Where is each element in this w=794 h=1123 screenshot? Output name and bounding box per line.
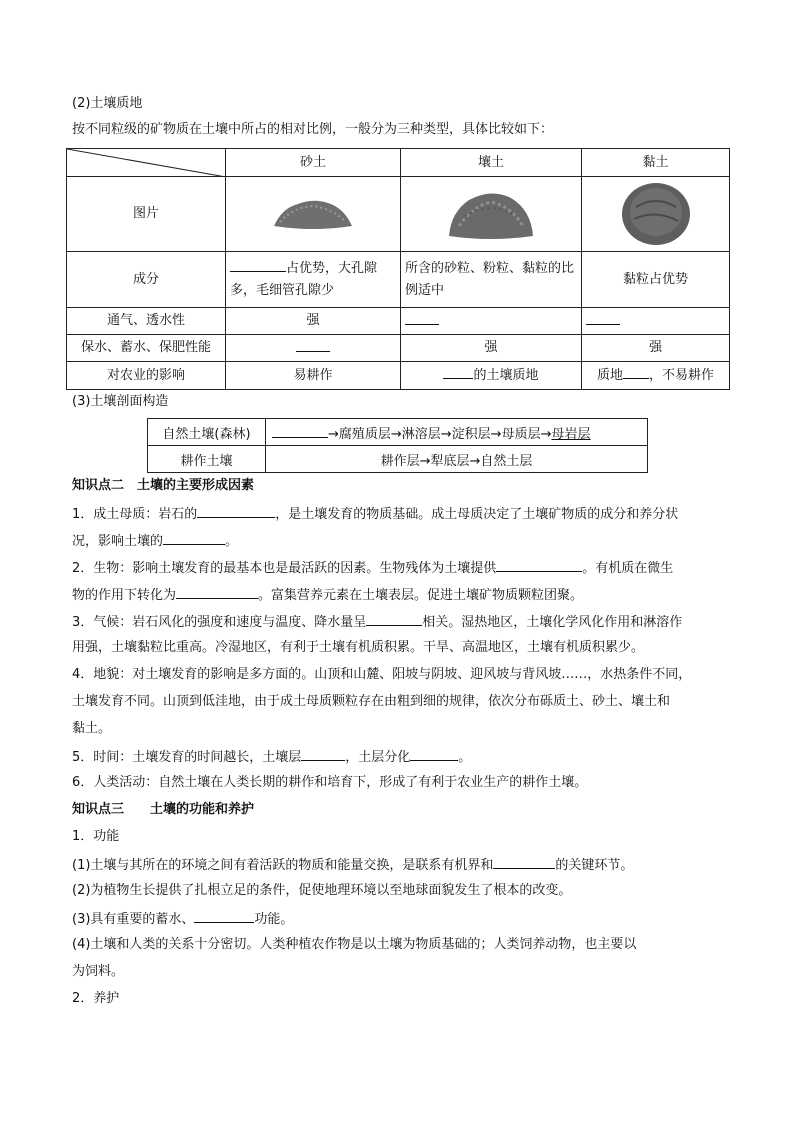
col-header-clay: 黏土 xyxy=(582,149,730,177)
soil-profile-table xyxy=(147,418,648,473)
row-label-retention: 保水、蓄水、保肥性能 xyxy=(67,335,226,362)
answer-blank[interactable] xyxy=(493,854,555,869)
answer-blank[interactable] xyxy=(194,908,254,923)
answer-blank[interactable] xyxy=(366,611,422,626)
table-corner-cell xyxy=(67,149,226,177)
row-label-composition: 成分 xyxy=(67,252,226,308)
clay-agriculture-prefix: 质地 xyxy=(596,368,623,383)
bedrock-layer-label: 母岩层 xyxy=(551,426,591,442)
clay-agriculture-cell xyxy=(582,362,730,390)
loam-agriculture-cell xyxy=(401,362,582,390)
sandy-aeration-cell: 强 xyxy=(226,308,401,335)
function-1: (1)土壤与其所在的环境之间有着活跃的物质和能量交换，是联系有机界和 的关键环节。 xyxy=(72,854,633,876)
sandy-composition-text: 占优势，大孔隙多，毛细管孔隙少 xyxy=(230,261,378,298)
col-header-sandy: 砂土 xyxy=(226,149,401,177)
sandy-soil-image xyxy=(226,177,401,252)
factor-parent-material: 1．成土母质：岩石的 ，是土壤发育的物质基础。成土母质决定了土壤矿物质的成分和养分状 xyxy=(72,503,678,525)
clay-soil-pile-icon xyxy=(620,181,692,247)
answer-blank[interactable] xyxy=(301,746,345,761)
sandy-composition-cell xyxy=(226,252,401,308)
clay-aeration-cell xyxy=(582,308,730,335)
col-header-loam: 壤土 xyxy=(401,149,582,177)
cultivated-soil-label: 耕作土壤 xyxy=(148,446,266,473)
factor-time: 5．时间：土壤发育的时间越长，土壤层 ，土层分化 。 xyxy=(72,746,471,768)
sandy-soil-pile-icon xyxy=(272,196,354,232)
clay-retention-cell: 强 xyxy=(582,335,730,362)
function-3: (3)具有重要的蓄水、 功能。 xyxy=(72,908,293,930)
answer-blank[interactable] xyxy=(197,503,275,518)
factor-climate-cont: 用强，土壤黏粒比重高。冷湿地区，有利于土壤有机质积累。干旱、高温地区，土壤有机质积累少。 xyxy=(72,640,645,655)
answer-blank[interactable] xyxy=(586,310,620,325)
sandy-retention-cell xyxy=(226,335,401,362)
loam-retention-cell: 强 xyxy=(401,335,582,362)
texture-heading: (2)土壤质地 xyxy=(72,96,143,111)
knowledge-point-3-title: 知识点三 土壤的功能和养护 xyxy=(72,802,255,817)
natural-soil-layers xyxy=(266,419,648,446)
answer-blank[interactable] xyxy=(296,337,330,352)
cultivated-soil-layers: 耕作层→犁底层→自然土层 xyxy=(266,446,648,473)
row-label-aeration: 通气、透水性 xyxy=(67,308,226,335)
factor-biology: 2．生物：影响土壤发育的最基本也是最活跃的因素。生物残体为土壤提供 。有机质在微生 xyxy=(72,557,673,579)
row-label-agriculture: 对农业的影响 xyxy=(67,362,226,390)
function-4-cont: 为饲料。 xyxy=(72,964,125,979)
clay-soil-image xyxy=(582,177,730,252)
row-label-picture: 图片 xyxy=(67,177,226,252)
factor-human-activity: 6．人类活动：自然土壤在人类长期的耕作和培育下，形成了有利于农业生产的耕作土壤。 xyxy=(72,775,588,790)
loam-aeration-cell xyxy=(401,308,582,335)
answer-blank[interactable] xyxy=(230,257,286,272)
function-2: (2)为植物生长提供了扎根立足的条件，促使地理环境以至地球面貌发生了根本的改变。 xyxy=(72,883,572,898)
answer-blank[interactable] xyxy=(272,423,328,438)
factor-landform-end: 黏土。 xyxy=(72,721,112,736)
loam-soil-image xyxy=(401,177,582,252)
profile-heading: (3)土壤剖面构造 xyxy=(72,394,169,409)
texture-intro: 按不同粒级的矿物质在土壤中所占的相对比例，一般分为三种类型，具体比较如下： xyxy=(72,122,554,137)
function-4: (4)土壤和人类的关系十分密切。人类种植农作物是以土壤为物质基础的；人类饲养动物，也主要以 xyxy=(72,937,637,952)
answer-blank[interactable] xyxy=(496,557,582,572)
answer-blank[interactable] xyxy=(163,530,225,545)
clay-agriculture-suffix: ，不易耕作 xyxy=(649,368,715,383)
clay-composition-cell: 黏粒占优势 xyxy=(582,252,730,308)
factor-landform-cont: 土壤发育不同。山顶到低洼地，由于成土母质颗粒存在由粗到细的规律，依次分布砾质土、砂土、壤土和 xyxy=(72,694,671,709)
function-heading: 1．功能 xyxy=(72,829,120,844)
loam-soil-pile-icon xyxy=(445,186,537,242)
diagonal-line xyxy=(67,149,226,177)
factor-biology-cont: 物的作用下转化为 。富集营养元素在土壤表层。促进土壤矿物质颗粒团聚。 xyxy=(72,584,583,606)
answer-blank[interactable] xyxy=(443,364,473,379)
factor-landform: 4．地貌：对土壤发育的影响是多方面的。山顶和山麓、阳坡与阴坡、迎风坡与背风坡……，水热条件不同， xyxy=(72,667,692,682)
answer-blank[interactable] xyxy=(623,364,649,379)
knowledge-point-2-title: 知识点二 土壤的主要形成因素 xyxy=(72,478,255,493)
answer-blank[interactable] xyxy=(410,746,458,761)
factor-parent-material-cont: 况，影响土壤的 。 xyxy=(72,530,238,552)
texture-comparison-table xyxy=(66,148,730,390)
answer-blank[interactable] xyxy=(405,310,439,325)
loam-composition-cell: 所含的砂粒、粉粒、黏粒的比例适中 xyxy=(401,252,582,308)
care-heading: 2．养护 xyxy=(72,991,120,1006)
sandy-agriculture-cell: 易耕作 xyxy=(226,362,401,390)
loam-agriculture-text: 的土壤质地 xyxy=(473,368,539,383)
natural-layer-chain: →腐殖质层→淋溶层→淀积层→母质层→ xyxy=(328,426,552,442)
factor-climate: 3．气候：岩石风化的强度和速度与温度、降水量呈 相关。湿热地区，土壤化学风化作用和淋溶作 xyxy=(72,611,682,633)
answer-blank[interactable] xyxy=(176,584,258,599)
natural-soil-label: 自然土壤(森林) xyxy=(148,419,266,446)
